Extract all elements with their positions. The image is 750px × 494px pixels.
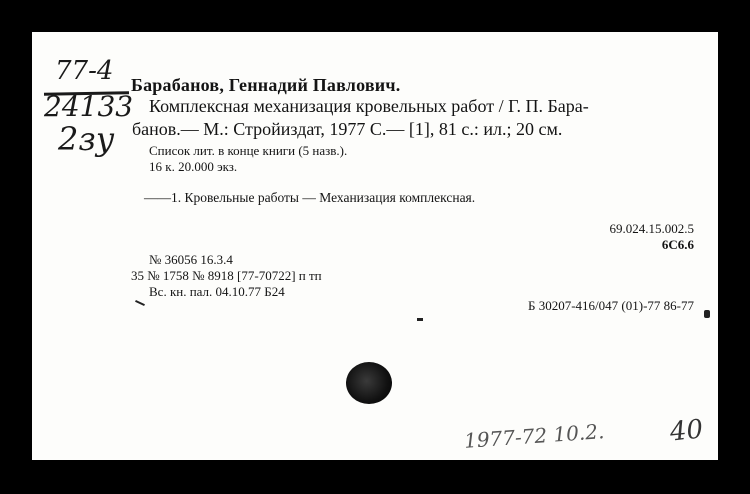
stray-mark — [135, 300, 145, 306]
author-heading: Барабанов, Геннадий Павлович. — [131, 75, 401, 95]
handwritten-call-number-middle: 24133 — [44, 90, 134, 123]
handwritten-call-number-top: 77-4 — [55, 56, 114, 86]
price-circulation-note: 16 к. 20.000 экз. — [149, 159, 238, 174]
stray-mark — [417, 318, 423, 321]
handwritten-call-number-bottom: 2зу — [58, 120, 115, 158]
classification-code: 69.024.15.002.5 — [609, 221, 694, 236]
classification-code-2: 6С6.6 — [661, 237, 694, 252]
handwritten-bottom-note: 1977-72 10.2. — [463, 419, 606, 453]
stray-mark — [704, 310, 710, 318]
subject-heading: ——1. Кровельные работы — Механизация комплексная. — [144, 190, 476, 205]
registry-info: Вс. кн. пал. 04.10.77 Б24 — [149, 284, 285, 299]
publisher-code: Б 30207-416/047 (01)-77 86-77 — [528, 298, 694, 313]
record-number: № 36056 16.3.4 — [149, 252, 233, 267]
card-punch-hole — [346, 362, 392, 404]
catalog-card — [32, 32, 718, 460]
title-line-1: Комплексная механизация кровельных работ / Г. П. Бара- — [149, 96, 589, 116]
bibliography-note: Список лит. в конце книги (5 назв.). — [149, 143, 348, 158]
handwritten-bottom-mark: 40 — [668, 414, 705, 448]
print-info: 35 № 1758 № 8918 [77-70722] п тп — [131, 268, 322, 283]
title-line-2: банов.— М.: Стройиздат, 1977 С.— [1], 81 с.: ил.; 20 см. — [132, 119, 563, 139]
